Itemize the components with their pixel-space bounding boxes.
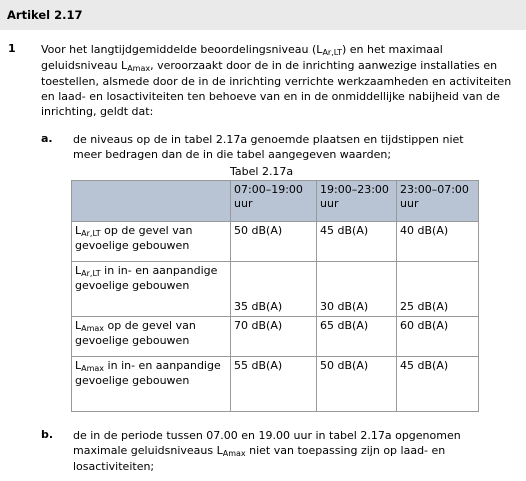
row-label-prefix: L	[75, 359, 82, 372]
item-a-text: de niveaus op de in tabel 2.17a genoemde plaatsen en tijdstippen niet meer bedragen dan de in die tabel aangegeven waarden;	[73, 133, 464, 161]
item-a-letter: a.	[41, 132, 53, 145]
row-label	[72, 262, 231, 317]
row-label	[72, 317, 231, 357]
item-b-letter: b.	[41, 428, 54, 441]
item-b-text	[73, 428, 483, 474]
table-row	[72, 222, 479, 262]
table-cell: 65 dB(A)	[317, 317, 397, 357]
table-row	[72, 357, 479, 412]
header-cell: 07:00–19:00 uur	[231, 181, 317, 222]
lid-text-part-2: ) en het maximaal geluidsniveau L	[41, 43, 443, 72]
row-label	[72, 222, 231, 262]
header-cell: 23:00–07:00 uur	[397, 181, 479, 222]
article-title: Artikel 2.17	[0, 0, 526, 30]
table-header-row	[72, 181, 479, 222]
table-cell: 30 dB(A)	[317, 262, 397, 317]
table-cell: 55 dB(A)	[231, 357, 317, 412]
lid-text-part-1: Voor het langtijdgemiddelde beoordelingsniveau (L	[41, 43, 323, 56]
table-cell: 50 dB(A)	[317, 357, 397, 412]
item-b-sub: Amax	[222, 449, 246, 458]
row-label-sub: Amax	[81, 324, 105, 333]
row-label-sub: Ar,LT	[81, 269, 101, 278]
table-cell: 25 dB(A)	[397, 262, 479, 317]
table-cell: 60 dB(A)	[397, 317, 479, 357]
table-caption: Tabel 2.17a	[230, 165, 294, 178]
row-label-text: in in- en aanpandige gevoelige gebouwen	[75, 264, 218, 292]
noise-limits-table	[71, 180, 479, 412]
table-cell: 40 dB(A)	[397, 222, 479, 262]
header-cell	[72, 181, 231, 222]
table-cell: 70 dB(A)	[231, 317, 317, 357]
item-b-text-part-2: niet van toepassing zijn op laad- en losactiviteiten;	[73, 444, 446, 473]
table-row	[72, 262, 479, 317]
table-cell: 45 dB(A)	[397, 357, 479, 412]
row-label-text: op de gevel van gevoelige gebouwen	[75, 319, 196, 347]
table-cell: 35 dB(A)	[231, 262, 317, 317]
lid-number: 1	[8, 42, 16, 55]
row-label-prefix: L	[75, 319, 82, 332]
row-label-text: op de gevel van gevoelige gebouwen	[75, 224, 193, 252]
header-cell: 19:00–23:00 uur	[317, 181, 397, 222]
item-b-text-part-1: de in de periode tussen 07.00 en 19.00 uur in tabel 2.17a opgenomen maximale geluidsniveaus L	[73, 429, 461, 457]
row-label-prefix: L	[75, 224, 82, 237]
table-cell: 50 dB(A)	[231, 222, 317, 262]
row-label-text: in in- en aanpandige gevoelige gebouwen	[75, 359, 221, 387]
lid-sub-1: Ar,LT	[322, 48, 342, 57]
row-label-sub: Amax	[81, 364, 105, 373]
table-cell: 45 dB(A)	[317, 222, 397, 262]
row-label-sub: Ar,LT	[81, 229, 101, 238]
row-label	[72, 357, 231, 412]
lid-text-part-3: , veroorzaakt door de in de inrichting aanwezige installaties en toestellen, alsmede door de in de inrichting verrichte werkzaamheden en activiteiten en laad- en losactiviteiten ten behoeve van en in de onmiddellijke nabijheid van de inrichting, geldt dat:	[41, 59, 512, 118]
table-row	[72, 317, 479, 357]
row-label-prefix: L	[75, 264, 82, 277]
lid-text	[41, 42, 519, 119]
lid-sub-2: Amax	[127, 64, 151, 73]
